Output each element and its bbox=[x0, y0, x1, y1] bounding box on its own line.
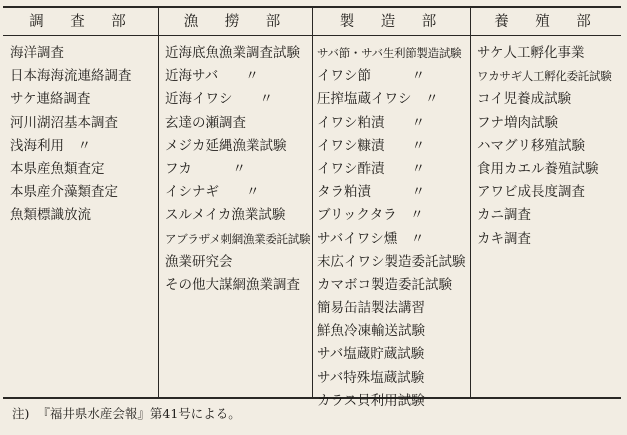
list-item: コイ児養成試験 bbox=[477, 91, 572, 108]
list-item: ワカサギ人工孵化委託試験 bbox=[477, 69, 612, 84]
column-divider bbox=[312, 8, 313, 397]
list-item: スルメイカ漁業試験 bbox=[165, 207, 286, 224]
list-item: ハマグリ移殖試験 bbox=[477, 137, 585, 154]
list-item: 近海底魚漁業調査試験 bbox=[165, 45, 300, 61]
column-divider bbox=[158, 8, 159, 397]
list-item: アブラザメ刺網漁業委託試験 bbox=[165, 231, 311, 246]
column-survey-dept bbox=[10, 42, 132, 228]
list-item: サバ塩蔵貯蔵試験 bbox=[317, 346, 425, 363]
list-item: 末広イワシ製造委託試験 bbox=[317, 253, 466, 270]
list-item: 本県産魚類査定 bbox=[10, 160, 105, 177]
list-item: サバ節・サバ生利節製造試験 bbox=[317, 46, 462, 60]
list-item: 圧搾塩蔵イワシ 〃 bbox=[317, 91, 439, 108]
list-item: サバイワシ燻 〃 bbox=[317, 230, 425, 247]
list-item: イワシ糠漬 〃 bbox=[317, 137, 425, 154]
list-item: 近海サバ 〃 bbox=[165, 68, 259, 85]
list-item: イワシ酢漬 〃 bbox=[317, 160, 425, 177]
list-item: その他大謀網漁業調査 bbox=[165, 276, 300, 293]
column-divider bbox=[470, 8, 471, 397]
list-item: フナ増肉試験 bbox=[477, 114, 558, 131]
list-item: 本県産介藻類査定 bbox=[10, 184, 118, 201]
list-item: 日本海海流連絡調査 bbox=[10, 68, 132, 85]
list-item: 簡易缶詰製法講習 bbox=[317, 300, 425, 317]
header-processing-dept: 製 造 部 bbox=[339, 14, 443, 30]
header-survey-dept: 調 査 部 bbox=[29, 14, 132, 30]
header-fishing-dept: 漁 撈 部 bbox=[183, 14, 287, 30]
footnote-label: 注) bbox=[12, 406, 30, 421]
list-item: イワシ粕漬 〃 bbox=[317, 114, 425, 131]
list-item: フカ 〃 bbox=[165, 160, 246, 177]
list-item: 浅海利用 〃 bbox=[10, 137, 91, 154]
list-item: 漁業研究会 bbox=[165, 253, 233, 270]
list-item: タラ粕漬 〃 bbox=[317, 184, 425, 201]
footnote-text: 『福井県水産会報』第41号による。 bbox=[37, 406, 241, 421]
column-aquaculture-dept bbox=[477, 42, 611, 251]
list-item: 鮮魚冷凍輸送試験 bbox=[317, 323, 425, 340]
list-item: 河川湖沼基本調査 bbox=[10, 114, 118, 131]
list-item: イシナギ 〃 bbox=[165, 184, 260, 201]
list-item: サバ特殊塩蔵試験 bbox=[317, 369, 425, 386]
list-item: メジカ延縄漁業試験 bbox=[165, 137, 287, 154]
list-item: ブリックタラ 〃 bbox=[317, 207, 424, 224]
research-table bbox=[3, 6, 621, 409]
list-item: 近海イワシ 〃 bbox=[165, 91, 273, 108]
list-item: カマボコ製造委託試験 bbox=[317, 276, 452, 293]
list-item: サケ人工孵化事業 bbox=[477, 45, 585, 61]
list-item: カラス貝利用試験 bbox=[317, 392, 425, 409]
list-item: イワシ節 〃 bbox=[317, 68, 425, 85]
list-item: カニ調査 bbox=[477, 207, 531, 224]
list-item: アワビ成長度調査 bbox=[477, 184, 585, 201]
header-aquaculture-dept: 養 殖 部 bbox=[494, 14, 597, 30]
list-item: サケ連絡調査 bbox=[10, 91, 91, 108]
list-item: カキ調査 bbox=[477, 230, 531, 247]
list-item: 食用カエル養殖試験 bbox=[477, 160, 599, 177]
column-fishing-dept bbox=[165, 42, 310, 297]
list-item: 玄達の瀬調査 bbox=[165, 114, 246, 131]
column-processing-dept bbox=[317, 42, 466, 413]
footnote bbox=[12, 404, 249, 422]
list-item: 魚類標識放流 bbox=[10, 207, 91, 224]
list-item: 海洋調査 bbox=[10, 45, 64, 61]
